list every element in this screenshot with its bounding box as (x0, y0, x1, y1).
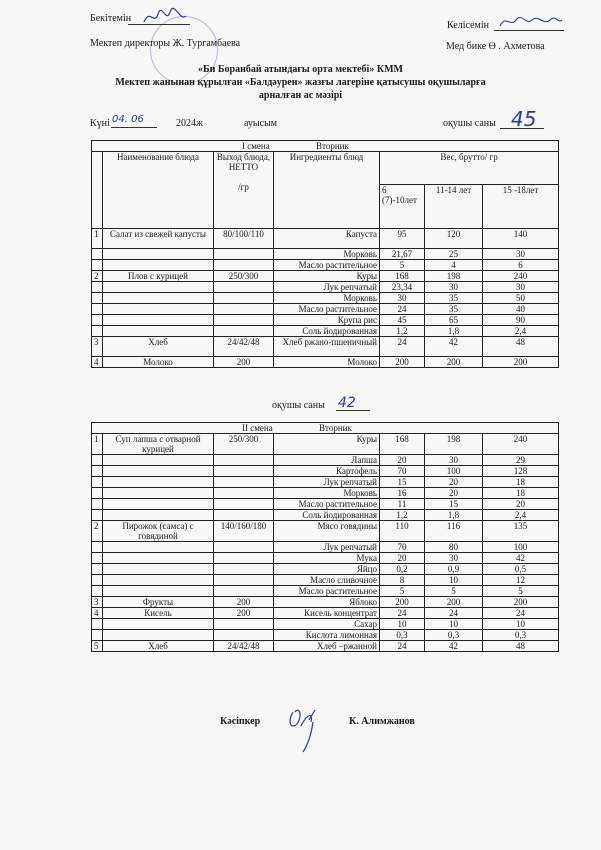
table1-day: Вторник (316, 141, 349, 151)
dish-name: Пирожок (самса) с говядиной (103, 521, 214, 542)
weight-age-11-14: 65 (425, 315, 483, 326)
ingredient: Картофель (274, 466, 380, 477)
weight-age-6-10: 5 (380, 260, 425, 271)
dish-output (214, 315, 274, 326)
table-row (92, 434, 559, 455)
dish-name (103, 542, 214, 553)
weight-age-11-14: 0,9 (425, 564, 483, 575)
row-number (92, 466, 103, 477)
table-row (92, 249, 559, 260)
table-row (92, 282, 559, 293)
ingredient: Хлеб ржано-пшеничный (274, 337, 380, 357)
dish-output: 250/300 (214, 271, 274, 282)
dish-name (103, 488, 214, 499)
dish-output (214, 619, 274, 630)
cook-name: К. Алимжанов (349, 716, 415, 727)
weight-age-15-18: 42 (483, 553, 559, 564)
table-row (92, 357, 559, 368)
weight-age-11-14: 198 (425, 434, 483, 455)
dish-output (214, 260, 274, 271)
ingredient: Соль йодированная (274, 510, 380, 521)
col-age-3: 15 -18лет (483, 185, 559, 229)
students-underline-1 (500, 128, 544, 129)
ingredient: Кислота лимонная (274, 630, 380, 641)
row-number: 1 (92, 434, 103, 455)
table-row (92, 499, 559, 510)
table-row (92, 630, 559, 641)
table-row (92, 271, 559, 282)
table-row (92, 326, 559, 337)
weight-age-15-18: 240 (483, 271, 559, 282)
dish-output: 200 (214, 608, 274, 619)
table-row (92, 229, 559, 249)
dish-name (103, 586, 214, 597)
nurse-signature (498, 12, 564, 32)
table-row (92, 510, 559, 521)
dish-name (103, 499, 214, 510)
row-number (92, 260, 103, 271)
weight-age-6-10: 110 (380, 521, 425, 542)
ingredient: Хлеб –ржанной (274, 641, 380, 652)
row-number (92, 630, 103, 641)
date-value: 04. 06 (112, 114, 144, 125)
table-row (92, 293, 559, 304)
weight-age-11-14: 42 (425, 641, 483, 652)
ingredient: Яйцо (274, 564, 380, 575)
dish-output: 140/160/180 (214, 521, 274, 542)
weight-age-6-10: 168 (380, 271, 425, 282)
weight-age-15-18: 10 (483, 619, 559, 630)
dish-name (103, 466, 214, 477)
table1-shift-row (92, 141, 559, 152)
table1-header-row (92, 152, 559, 185)
weight-age-11-14: 116 (425, 521, 483, 542)
approve-left-label: Бекітемін (90, 13, 132, 24)
dish-output: 24/42/48 (214, 641, 274, 652)
students-underline-2 (336, 410, 370, 411)
table-row (92, 488, 559, 499)
weight-age-11-14: 35 (425, 293, 483, 304)
ingredient: Капуста (274, 229, 380, 249)
dish-output (214, 293, 274, 304)
weight-age-15-18: 200 (483, 357, 559, 368)
weight-age-6-10: 8 (380, 575, 425, 586)
year-label: 2024ж (176, 118, 203, 129)
row-number (92, 564, 103, 575)
weight-age-11-14: 4 (425, 260, 483, 271)
dish-output (214, 477, 274, 488)
table-row (92, 304, 559, 315)
title-line1: Мектеп жанынан құрылған «Балдәурен» жазғы лагеріне қатысушы оқушыларға (115, 77, 486, 88)
approve-right-label: Келісемін (447, 20, 489, 31)
dish-name (103, 630, 214, 641)
ingredient: Лук репчатый (274, 282, 380, 293)
table2-day: Вторник (319, 423, 352, 433)
dish-output (214, 466, 274, 477)
table-row (92, 586, 559, 597)
dish-name: Фрукты (103, 597, 214, 608)
weight-age-15-18: 200 (483, 597, 559, 608)
dish-name (103, 553, 214, 564)
row-number: 2 (92, 271, 103, 282)
row-number (92, 488, 103, 499)
shift-label: ауысым (244, 118, 278, 129)
ingredient: Мясо говядины (274, 521, 380, 542)
row-number (92, 510, 103, 521)
dish-output (214, 249, 274, 260)
students-label: оқушы саны (443, 118, 496, 129)
weight-age-15-18: 30 (483, 249, 559, 260)
weight-age-15-18: 40 (483, 304, 559, 315)
row-number: 1 (92, 229, 103, 249)
row-number (92, 282, 103, 293)
col-dish-name: Наименование блюда (103, 152, 214, 229)
weight-age-15-18: 24 (483, 608, 559, 619)
weight-age-11-14: 100 (425, 466, 483, 477)
weight-age-6-10: 70 (380, 542, 425, 553)
ingredient: Морковь (274, 488, 380, 499)
ingredient: Куры (274, 271, 380, 282)
weight-age-6-10: 95 (380, 229, 425, 249)
date-underline (111, 127, 157, 128)
ingredient: Крупа рис (274, 315, 380, 326)
col-age-1: 6 (7)-10лет (380, 185, 425, 229)
weight-age-11-14: 5 (425, 586, 483, 597)
weight-age-15-18: 240 (483, 434, 559, 455)
ingredient: Молоко (274, 357, 380, 368)
row-number (92, 293, 103, 304)
ingredient: Куры (274, 434, 380, 455)
row-number (92, 542, 103, 553)
weight-age-15-18: 90 (483, 315, 559, 326)
weight-age-11-14: 1,8 (425, 510, 483, 521)
weight-age-6-10: 168 (380, 434, 425, 455)
weight-age-15-18: 48 (483, 641, 559, 652)
dish-name (103, 249, 214, 260)
ingredient: Лапша (274, 455, 380, 466)
weight-age-6-10: 45 (380, 315, 425, 326)
dish-name: Кисель (103, 608, 214, 619)
weight-age-15-18: 128 (483, 466, 559, 477)
dish-name: Хлеб (103, 337, 214, 357)
row-number (92, 455, 103, 466)
menu-table-shift2 (91, 422, 559, 652)
table-row (92, 608, 559, 619)
dish-output (214, 630, 274, 641)
weight-age-11-14: 80 (425, 542, 483, 553)
weight-age-6-10: 200 (380, 597, 425, 608)
ingredient: Сахар (274, 619, 380, 630)
dish-name: Салат из свежей капусты (103, 229, 214, 249)
ingredient: Мука (274, 553, 380, 564)
dish-name (103, 564, 214, 575)
weight-age-15-18: 5 (483, 586, 559, 597)
weight-age-11-14: 200 (425, 597, 483, 608)
row-number: 3 (92, 337, 103, 357)
weight-age-11-14: 30 (425, 553, 483, 564)
weight-age-15-18: 50 (483, 293, 559, 304)
dish-name: Молоко (103, 357, 214, 368)
table-row (92, 521, 559, 542)
table-row (92, 641, 559, 652)
weight-age-6-10: 15 (380, 477, 425, 488)
dish-name (103, 282, 214, 293)
dish-output (214, 510, 274, 521)
weight-age-6-10: 70 (380, 466, 425, 477)
row-number (92, 315, 103, 326)
weight-age-11-14: 0,3 (425, 630, 483, 641)
row-number (92, 326, 103, 337)
dish-output (214, 553, 274, 564)
ingredient: Масло растительное (274, 586, 380, 597)
row-number (92, 553, 103, 564)
dish-output (214, 542, 274, 553)
ingredient: Соль йодированная (274, 326, 380, 337)
dish-name: Суп лапша с отварной курицей (103, 434, 214, 455)
weight-age-15-18: 2,4 (483, 510, 559, 521)
school-name: «Би Боранбай атындағы орта мектебі» КММ (198, 64, 403, 75)
dish-output (214, 282, 274, 293)
dish-name (103, 304, 214, 315)
weight-age-15-18: 18 (483, 488, 559, 499)
weight-age-15-18: 48 (483, 337, 559, 357)
weight-age-6-10: 20 (380, 553, 425, 564)
table-row (92, 315, 559, 326)
weight-age-15-18: 30 (483, 282, 559, 293)
row-number: 3 (92, 597, 103, 608)
weight-age-11-14: 198 (425, 271, 483, 282)
weight-age-11-14: 25 (425, 249, 483, 260)
table-row (92, 597, 559, 608)
weight-age-11-14: 1,8 (425, 326, 483, 337)
dish-name (103, 455, 214, 466)
col-output-unit: /гр (238, 182, 249, 192)
dish-name (103, 510, 214, 521)
dish-output (214, 455, 274, 466)
weight-age-11-14: 20 (425, 477, 483, 488)
ingredient: Масло растительное (274, 499, 380, 510)
weight-age-11-14: 200 (425, 357, 483, 368)
weight-age-6-10: 10 (380, 619, 425, 630)
weight-age-11-14: 20 (425, 488, 483, 499)
dish-name (103, 619, 214, 630)
weight-age-11-14: 30 (425, 455, 483, 466)
table-row (92, 260, 559, 271)
ingredient: Масло сливочное (274, 575, 380, 586)
approve-left-name: Мектеп директоры Ж. Тургамбаева (90, 38, 241, 49)
approve-right-name: Мед бике Ө . Ахметова (446, 41, 545, 52)
weight-age-15-18: 6 (483, 260, 559, 271)
dish-output (214, 304, 274, 315)
dish-output (214, 499, 274, 510)
weight-age-11-14: 120 (425, 229, 483, 249)
weight-age-6-10: 20 (380, 455, 425, 466)
ingredient: Лук репчатый (274, 542, 380, 553)
table2-shift-row (92, 423, 559, 434)
dish-name (103, 326, 214, 337)
col-output-text: Выход блюда, НЕТТО (216, 152, 271, 172)
table-row (92, 564, 559, 575)
dish-output (214, 564, 274, 575)
weight-age-11-14: 42 (425, 337, 483, 357)
students-count-2: 42 (338, 395, 356, 411)
weight-age-6-10: 24 (380, 304, 425, 315)
cook-label: Кәсіпкер (220, 716, 261, 727)
row-number (92, 499, 103, 510)
row-number (92, 477, 103, 488)
weight-age-6-10: 24 (380, 641, 425, 652)
row-number (92, 586, 103, 597)
weight-age-6-10: 200 (380, 357, 425, 368)
weight-age-15-18: 20 (483, 499, 559, 510)
weight-age-11-14: 15 (425, 499, 483, 510)
dish-name (103, 477, 214, 488)
weight-age-6-10: 24 (380, 608, 425, 619)
row-number (92, 304, 103, 315)
col-output (214, 152, 274, 229)
weight-age-6-10: 5 (380, 586, 425, 597)
dish-name (103, 315, 214, 326)
weight-age-6-10: 0,2 (380, 564, 425, 575)
students-label-2: оқушы саны (272, 400, 325, 411)
weight-age-6-10: 1,2 (380, 326, 425, 337)
ingredient: Масло растительное (274, 260, 380, 271)
weight-age-15-18: 2,4 (483, 326, 559, 337)
dish-output (214, 575, 274, 586)
dish-name (103, 260, 214, 271)
dish-output: 250/300 (214, 434, 274, 455)
row-number (92, 619, 103, 630)
menu-table-shift1 (91, 140, 559, 368)
weight-age-6-10: 0,3 (380, 630, 425, 641)
weight-age-15-18: 135 (483, 521, 559, 542)
ingredient: Морковь (274, 293, 380, 304)
weight-age-15-18: 0,5 (483, 564, 559, 575)
table-row (92, 542, 559, 553)
dish-name (103, 575, 214, 586)
weight-age-15-18: 140 (483, 229, 559, 249)
weight-age-6-10: 21,67 (380, 249, 425, 260)
weight-age-11-14: 10 (425, 619, 483, 630)
table-row (92, 553, 559, 564)
ingredient: Яблоко (274, 597, 380, 608)
weight-age-6-10: 1,2 (380, 510, 425, 521)
dish-output: 80/100/110 (214, 229, 274, 249)
dish-output (214, 488, 274, 499)
weight-age-6-10: 16 (380, 488, 425, 499)
weight-age-6-10: 24 (380, 337, 425, 357)
table2-shift: II смена (242, 423, 273, 433)
col-weight: Вес, брутто/ гр (380, 152, 559, 185)
ingredient: Кисель концентрат (274, 608, 380, 619)
weight-age-6-10: 30 (380, 293, 425, 304)
row-number: 5 (92, 641, 103, 652)
students-count-1: 45 (511, 107, 537, 131)
table1-shift: I смена (242, 141, 270, 151)
weight-age-11-14: 10 (425, 575, 483, 586)
weight-age-6-10: 11 (380, 499, 425, 510)
dish-name (103, 293, 214, 304)
dish-output: 24/42/48 (214, 337, 274, 357)
table-row (92, 477, 559, 488)
title-line2: арналған ас мәзірі (258, 90, 343, 101)
row-number (92, 575, 103, 586)
dish-output (214, 326, 274, 337)
dish-name: Плов с курицей (103, 271, 214, 282)
ingredient: Морковь (274, 249, 380, 260)
table-row (92, 466, 559, 477)
ingredient: Масло растительное (274, 304, 380, 315)
weight-age-15-18: 12 (483, 575, 559, 586)
dish-output: 200 (214, 357, 274, 368)
table-row (92, 619, 559, 630)
row-number: 4 (92, 357, 103, 368)
weight-age-15-18: 100 (483, 542, 559, 553)
table-row (92, 575, 559, 586)
weight-age-15-18: 29 (483, 455, 559, 466)
weight-age-15-18: 0,3 (483, 630, 559, 641)
col-ingredients: Ингредиенты блюд (274, 152, 380, 229)
table-row (92, 337, 559, 357)
weight-age-11-14: 24 (425, 608, 483, 619)
weight-age-11-14: 35 (425, 304, 483, 315)
col-age-2: 11-14 лет (425, 185, 483, 229)
row-number (92, 249, 103, 260)
weight-age-6-10: 23,34 (380, 282, 425, 293)
row-number: 4 (92, 608, 103, 619)
date-label: Күні (90, 118, 110, 129)
row-number: 2 (92, 521, 103, 542)
dish-output (214, 586, 274, 597)
weight-age-11-14: 30 (425, 282, 483, 293)
dish-output: 200 (214, 597, 274, 608)
table-row (92, 455, 559, 466)
dish-name: Хлеб (103, 641, 214, 652)
weight-age-15-18: 18 (483, 477, 559, 488)
ingredient: Лук репчатый (274, 477, 380, 488)
cook-signature (285, 702, 335, 754)
